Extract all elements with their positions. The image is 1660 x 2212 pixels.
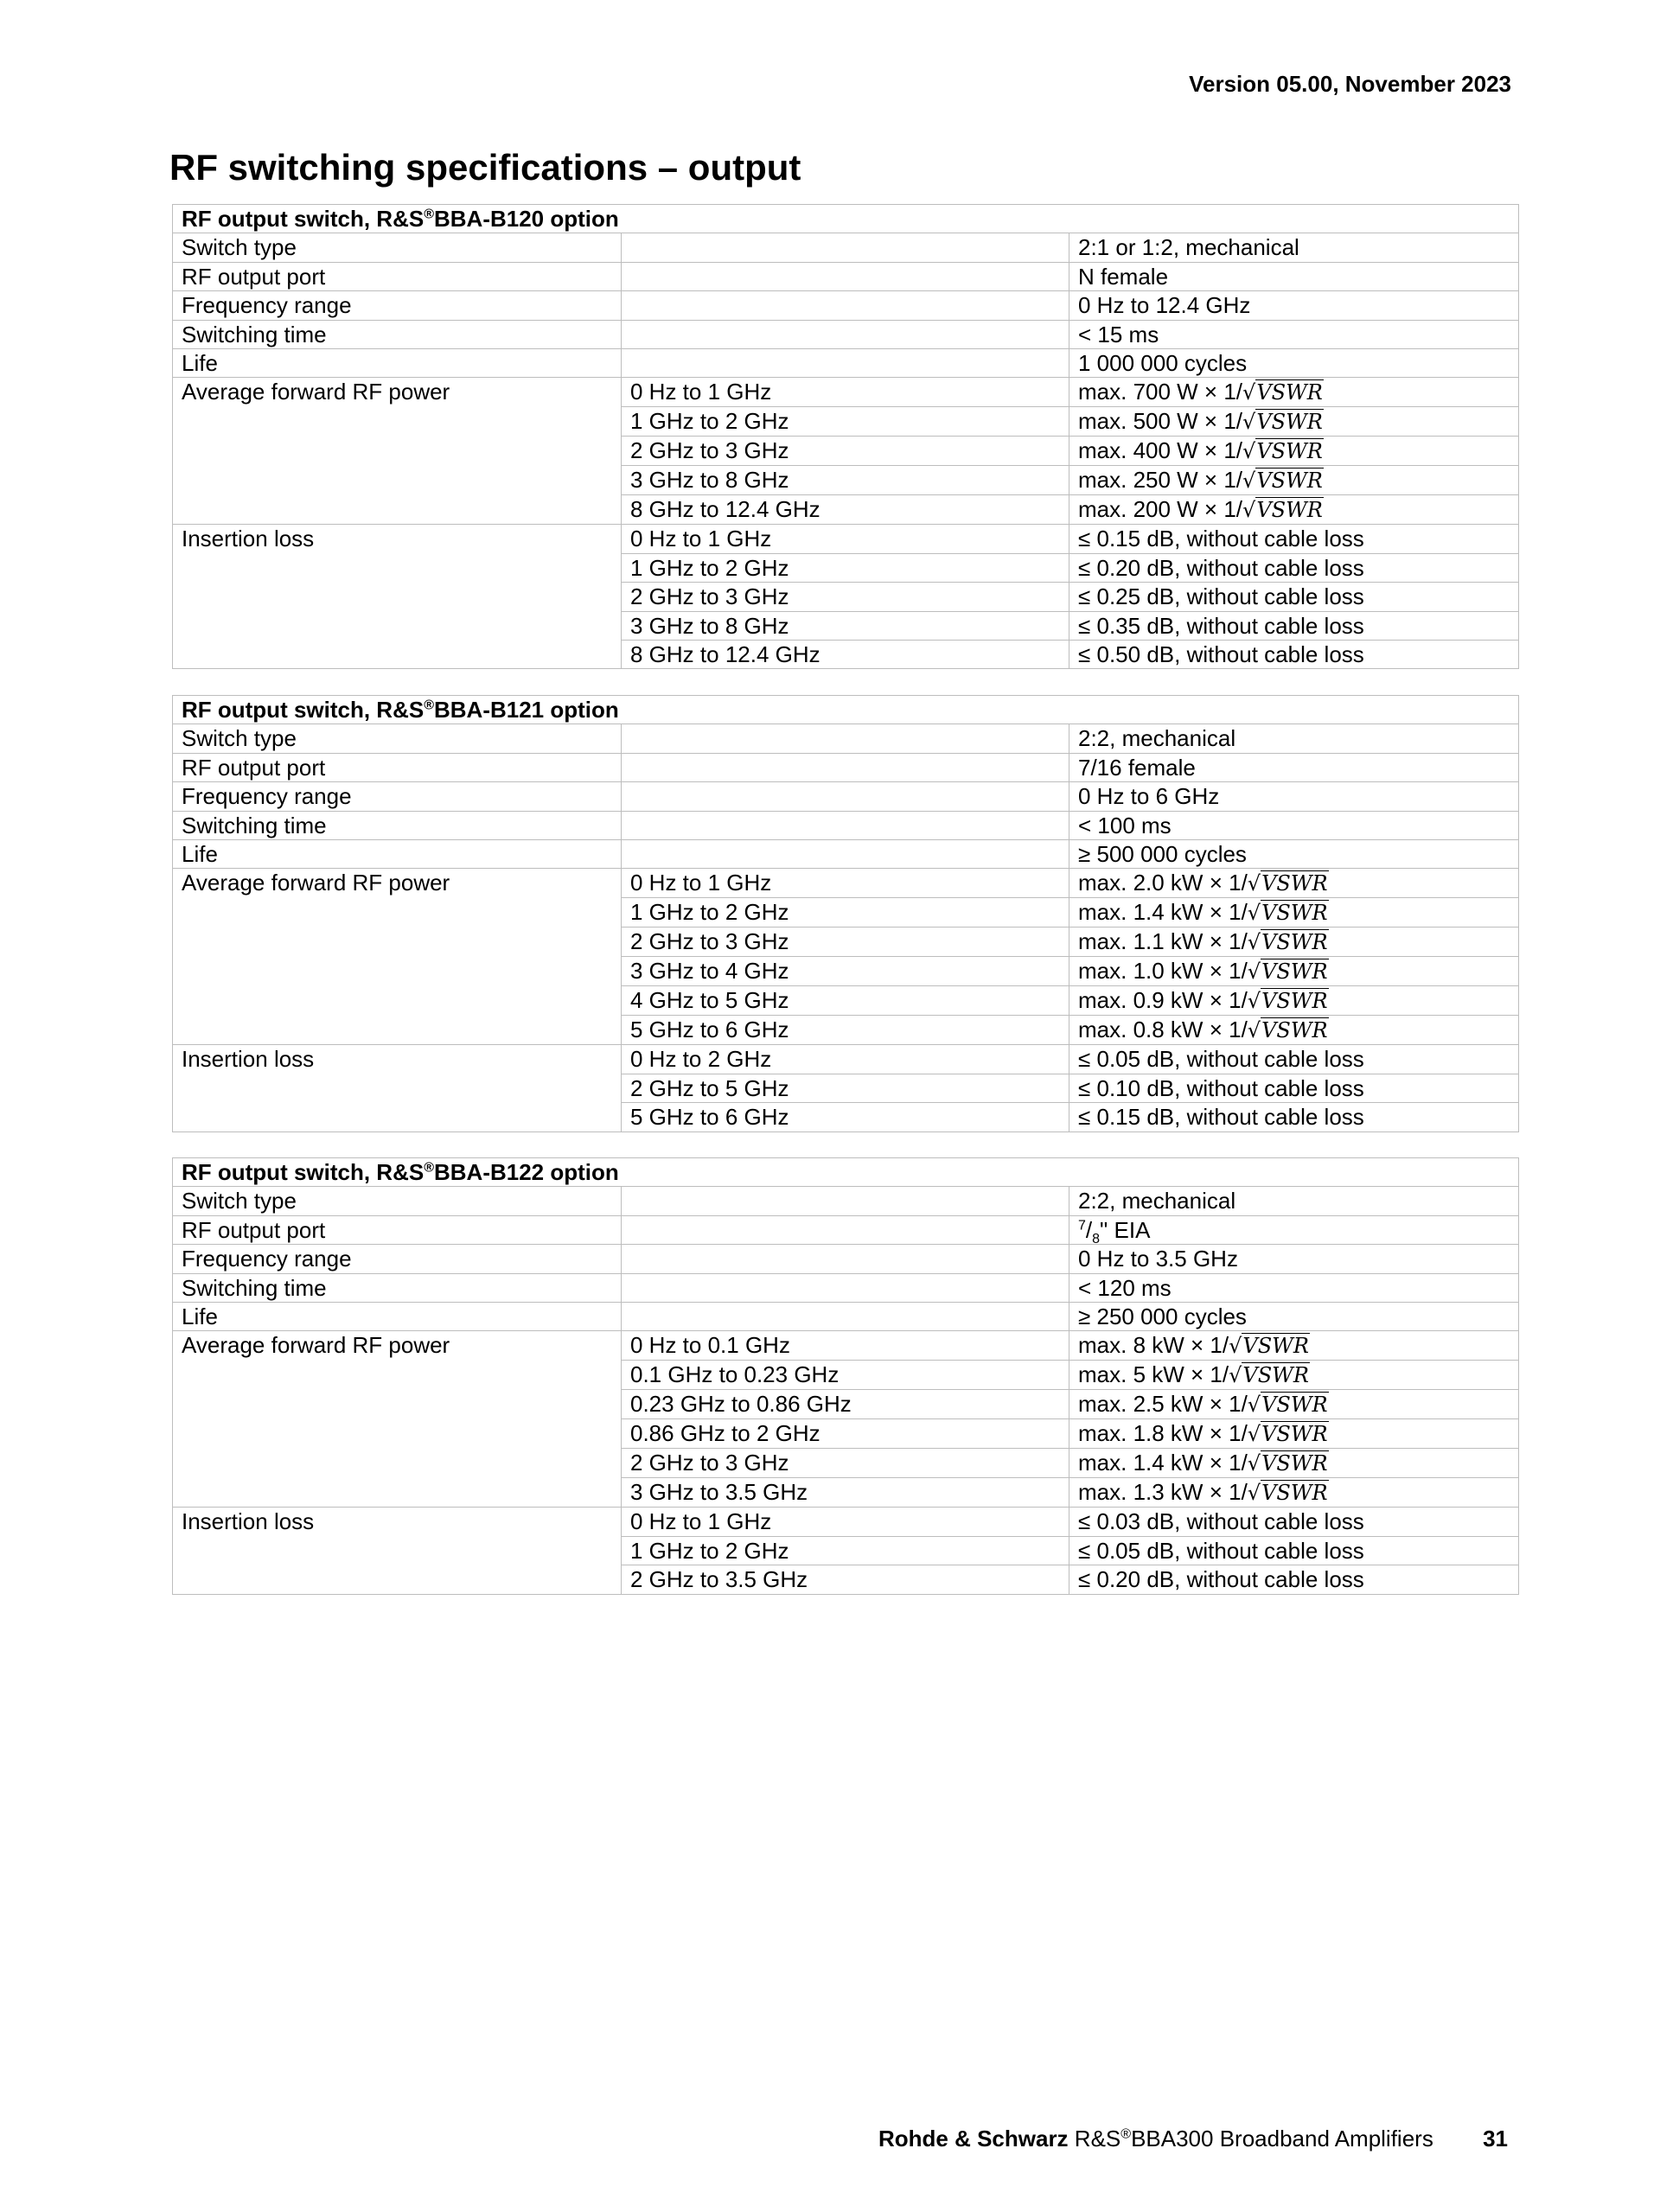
vswr-radicand: VSWR: [1261, 1393, 1328, 1418]
value-cell: [1069, 1390, 1519, 1419]
condition-cell: [622, 753, 1069, 781]
parameter-cell: Frequency range: [173, 782, 622, 811]
vswr-radicand: VSWR: [1256, 439, 1323, 464]
table-row: [173, 233, 1519, 262]
parameter-cell: RF output port: [173, 1215, 622, 1244]
condition-cell: 1 GHz to 2 GHz: [622, 553, 1069, 582]
condition-cell: 0.23 GHz to 0.86 GHz: [622, 1390, 1069, 1419]
value-cell: [1069, 437, 1519, 466]
power-value: max. 250 W × 1/: [1078, 467, 1243, 494]
table-row: [173, 724, 1519, 753]
vswr-radicand: VSWR: [1261, 930, 1328, 955]
condition-cell: 2 GHz to 3 GHz: [622, 583, 1069, 611]
power-value: max. 1.4 kW × 1/: [1078, 899, 1248, 926]
power-value: max. 8 kW × 1/: [1078, 1332, 1229, 1359]
value-text: " EIA: [1100, 1216, 1151, 1243]
value-cell: [1069, 898, 1519, 928]
vswr-radicand: VSWR: [1261, 901, 1328, 926]
vswr-radicand: VSWR: [1242, 1334, 1309, 1359]
vswr-formula: √VSWR: [1242, 439, 1323, 464]
condition-cell: 0 Hz to 0.1 GHz: [622, 1331, 1069, 1361]
table-row: [173, 291, 1519, 320]
table-title-option: BBA-B120 option: [434, 206, 619, 232]
condition-cell: 3 GHz to 3.5 GHz: [622, 1478, 1069, 1508]
value-cell: 2:2, mechanical: [1069, 724, 1519, 753]
vswr-formula: √VSWR: [1247, 1481, 1328, 1506]
registered-mark: ®: [424, 1160, 434, 1176]
condition-cell: 1 GHz to 2 GHz: [622, 898, 1069, 928]
vswr-radicand: VSWR: [1256, 380, 1323, 405]
value-cell: ≤ 0.50 dB, without cable loss: [1069, 640, 1519, 668]
table-title: [173, 205, 1519, 233]
table-row: [173, 839, 1519, 868]
parameter-cell: Frequency range: [173, 1245, 622, 1273]
vswr-radicand: VSWR: [1261, 1018, 1328, 1043]
document-version: Version 05.00, November 2023: [1189, 71, 1511, 97]
parameter-cell: RF output port: [173, 753, 622, 781]
value-cell: $^7/_8$" EIA: [1069, 1215, 1519, 1244]
value-cell: ≤ 0.10 dB, without cable loss: [1069, 1074, 1519, 1102]
table-row: [173, 1215, 1519, 1244]
parameter-cell: Insertion loss: [173, 525, 622, 669]
table-row: [173, 869, 1519, 898]
table-title-text: RF output switch, R&S: [182, 1159, 425, 1185]
table-title: [173, 1158, 1519, 1187]
condition-cell: [622, 262, 1069, 290]
table-title-option: BBA-B121 option: [434, 697, 619, 723]
vswr-formula: √VSWR: [1247, 1451, 1328, 1476]
value-cell: [1069, 1419, 1519, 1449]
power-value: max. 200 W × 1/: [1078, 496, 1243, 523]
value-cell: [1069, 1478, 1519, 1508]
power-value: max. 1.8 kW × 1/: [1078, 1420, 1248, 1447]
footer-brand: Rohde & Schwarz: [878, 2126, 1069, 2151]
vswr-radicand: VSWR: [1261, 959, 1328, 985]
value-cell: ≤ 0.20 dB, without cable loss: [1069, 553, 1519, 582]
parameter-cell: Life: [173, 839, 622, 868]
table-row: [173, 1245, 1519, 1273]
value-cell: ≥ 250 000 cycles: [1069, 1302, 1519, 1330]
condition-cell: [622, 348, 1069, 377]
value-cell: ≤ 0.05 dB, without cable loss: [1069, 1045, 1519, 1074]
value-cell: N female: [1069, 262, 1519, 290]
parameter-cell: Switching time: [173, 1273, 622, 1302]
value-cell: [1069, 986, 1519, 1016]
vswr-formula: √VSWR: [1247, 959, 1328, 985]
vswr-radicand: VSWR: [1261, 1422, 1328, 1447]
table-row: [173, 1508, 1519, 1536]
fraction-numerator: 7: [1078, 1218, 1086, 1233]
vswr-formula: √VSWR: [1229, 1334, 1309, 1359]
condition-cell: 0.86 GHz to 2 GHz: [622, 1419, 1069, 1449]
vswr-radicand: VSWR: [1261, 989, 1328, 1014]
value-cell: [1069, 1449, 1519, 1478]
parameter-cell: Average forward RF power: [173, 1331, 622, 1508]
condition-cell: 4 GHz to 5 GHz: [622, 986, 1069, 1016]
value-cell: < 15 ms: [1069, 320, 1519, 348]
parameter-cell: Frequency range: [173, 291, 622, 320]
parameter-cell: Switching time: [173, 811, 622, 839]
vswr-formula: √VSWR: [1242, 410, 1323, 435]
parameter-cell: Switching time: [173, 320, 622, 348]
vswr-formula: √VSWR: [1242, 469, 1323, 494]
condition-cell: [622, 724, 1069, 753]
parameter-cell: Switch type: [173, 724, 622, 753]
parameter-cell: Insertion loss: [173, 1508, 622, 1594]
parameter-cell: Switch type: [173, 233, 622, 262]
parameter-cell: Insertion loss: [173, 1045, 622, 1131]
condition-cell: 2 GHz to 3 GHz: [622, 1449, 1069, 1478]
vswr-radicand: VSWR: [1256, 410, 1323, 435]
value-cell: ≤ 0.05 dB, without cable loss: [1069, 1536, 1519, 1565]
condition-cell: 1 GHz to 2 GHz: [622, 1536, 1069, 1565]
value-cell: [1069, 928, 1519, 957]
vswr-formula: √VSWR: [1247, 1018, 1328, 1043]
parameter-cell: Life: [173, 348, 622, 377]
value-cell: [1069, 407, 1519, 437]
value-cell: [1069, 869, 1519, 898]
table-header-row: [173, 1158, 1519, 1187]
condition-cell: [622, 839, 1069, 868]
parameter-cell: Average forward RF power: [173, 378, 622, 525]
condition-cell: 0 Hz to 1 GHz: [622, 378, 1069, 407]
fraction-denominator: 8: [1092, 1231, 1101, 1245]
power-value: max. 2.0 kW × 1/: [1078, 870, 1248, 896]
value-cell: < 120 ms: [1069, 1273, 1519, 1302]
table-row: [173, 753, 1519, 781]
value-cell: [1069, 1016, 1519, 1045]
condition-cell: [622, 1215, 1069, 1244]
condition-cell: [622, 291, 1069, 320]
vswr-formula: √VSWR: [1247, 901, 1328, 926]
condition-cell: [622, 1245, 1069, 1273]
condition-cell: 5 GHz to 6 GHz: [622, 1016, 1069, 1045]
value-cell: [1069, 1331, 1519, 1361]
value-cell: [1069, 1361, 1519, 1390]
condition-cell: 2 GHz to 5 GHz: [622, 1074, 1069, 1102]
value-cell: 0 Hz to 6 GHz: [1069, 782, 1519, 811]
condition-cell: [622, 1273, 1069, 1302]
condition-cell: 2 GHz to 3 GHz: [622, 437, 1069, 466]
value-cell: 0 Hz to 12.4 GHz: [1069, 291, 1519, 320]
vswr-formula: √VSWR: [1247, 989, 1328, 1014]
condition-cell: 3 GHz to 8 GHz: [622, 466, 1069, 495]
table-row: [173, 1045, 1519, 1074]
value-cell: [1069, 957, 1519, 986]
table-row: [173, 1187, 1519, 1215]
vswr-formula: √VSWR: [1247, 1422, 1328, 1447]
power-value: max. 5 kW × 1/: [1078, 1361, 1229, 1388]
value-cell: 7/16 female: [1069, 753, 1519, 781]
condition-cell: 3 GHz to 8 GHz: [622, 611, 1069, 640]
power-value: max. 500 W × 1/: [1078, 408, 1243, 435]
spec-table-b120: [172, 204, 1519, 669]
vswr-formula: √VSWR: [1247, 871, 1328, 896]
vswr-radicand: VSWR: [1242, 1363, 1309, 1388]
power-value: max. 1.3 kW × 1/: [1078, 1479, 1248, 1506]
condition-cell: 2 GHz to 3 GHz: [622, 928, 1069, 957]
table-row: [173, 782, 1519, 811]
table-title-option: BBA-B122 option: [434, 1159, 619, 1185]
value-cell: 2:2, mechanical: [1069, 1187, 1519, 1215]
vswr-radicand: VSWR: [1261, 1451, 1328, 1476]
table-row: [173, 525, 1519, 553]
vswr-formula: √VSWR: [1247, 930, 1328, 955]
registered-mark: ®: [424, 698, 434, 713]
value-cell: ≤ 0.20 dB, without cable loss: [1069, 1565, 1519, 1594]
vswr-formula: √VSWR: [1242, 380, 1323, 405]
power-value: max. 0.9 kW × 1/: [1078, 987, 1248, 1014]
registered-mark: ®: [424, 207, 434, 222]
table-row: [173, 378, 1519, 407]
condition-cell: 0 Hz to 2 GHz: [622, 1045, 1069, 1074]
vswr-formula: √VSWR: [1242, 498, 1323, 523]
condition-cell: [622, 320, 1069, 348]
table-title-text: RF output switch, R&S: [182, 206, 425, 232]
power-value: max. 1.1 kW × 1/: [1078, 928, 1248, 955]
value-cell: ≤ 0.15 dB, without cable loss: [1069, 525, 1519, 553]
spec-table-b122: [172, 1157, 1519, 1595]
value-cell: ≥ 500 000 cycles: [1069, 839, 1519, 868]
table-row: [173, 320, 1519, 348]
table-row: [173, 811, 1519, 839]
condition-cell: 8 GHz to 12.4 GHz: [622, 495, 1069, 525]
value-cell: 1 000 000 cycles: [1069, 348, 1519, 377]
condition-cell: 2 GHz to 3.5 GHz: [622, 1565, 1069, 1594]
value-cell: [1069, 495, 1519, 525]
power-value: max. 0.8 kW × 1/: [1078, 1017, 1248, 1043]
table-row: [173, 1331, 1519, 1361]
spec-table-b121: [172, 695, 1519, 1132]
condition-cell: [622, 811, 1069, 839]
power-value: max. 1.4 kW × 1/: [1078, 1450, 1248, 1476]
condition-cell: 0 Hz to 1 GHz: [622, 525, 1069, 553]
vswr-formula: √VSWR: [1247, 1393, 1328, 1418]
page-footer: [878, 2126, 1508, 2152]
value-cell: < 100 ms: [1069, 811, 1519, 839]
vswr-radicand: VSWR: [1261, 1481, 1328, 1506]
vswr-radicand: VSWR: [1261, 871, 1328, 896]
condition-cell: 8 GHz to 12.4 GHz: [622, 640, 1069, 668]
condition-cell: 0.1 GHz to 0.23 GHz: [622, 1361, 1069, 1390]
table-row: [173, 262, 1519, 290]
page-title: RF switching specifications – output: [169, 147, 801, 188]
parameter-cell: Average forward RF power: [173, 869, 622, 1045]
table-row: [173, 1273, 1519, 1302]
power-value: max. 1.0 kW × 1/: [1078, 958, 1248, 985]
parameter-cell: Switch type: [173, 1187, 622, 1215]
condition-cell: 5 GHz to 6 GHz: [622, 1103, 1069, 1131]
table-title-text: RF output switch, R&S: [182, 697, 425, 723]
value-cell: ≤ 0.35 dB, without cable loss: [1069, 611, 1519, 640]
table-header-row: [173, 205, 1519, 233]
vswr-formula: √VSWR: [1229, 1363, 1309, 1388]
table-row: [173, 1302, 1519, 1330]
condition-cell: 1 GHz to 2 GHz: [622, 407, 1069, 437]
parameter-cell: Life: [173, 1302, 622, 1330]
page-number: 31: [1483, 2126, 1508, 2151]
power-value: max. 2.5 kW × 1/: [1078, 1391, 1248, 1418]
value-cell: [1069, 466, 1519, 495]
vswr-radicand: VSWR: [1256, 469, 1323, 494]
condition-cell: [622, 782, 1069, 811]
condition-cell: [622, 233, 1069, 262]
vswr-radicand: VSWR: [1256, 498, 1323, 523]
condition-cell: 0 Hz to 1 GHz: [622, 1508, 1069, 1536]
condition-cell: 3 GHz to 4 GHz: [622, 957, 1069, 986]
power-value: max. 700 W × 1/: [1078, 379, 1243, 405]
table-row: [173, 348, 1519, 377]
value-cell: ≤ 0.25 dB, without cable loss: [1069, 583, 1519, 611]
footer-product: R&S®BBA300 Broadband Amplifiers: [1074, 2126, 1433, 2151]
value-cell: 2:1 or 1:2, mechanical: [1069, 233, 1519, 262]
value-cell: 0 Hz to 3.5 GHz: [1069, 1245, 1519, 1273]
condition-cell: [622, 1187, 1069, 1215]
value-cell: ≤ 0.15 dB, without cable loss: [1069, 1103, 1519, 1131]
value-cell: [1069, 378, 1519, 407]
table-title: [173, 696, 1519, 724]
parameter-cell: RF output port: [173, 262, 622, 290]
value-cell: ≤ 0.03 dB, without cable loss: [1069, 1508, 1519, 1536]
condition-cell: 0 Hz to 1 GHz: [622, 869, 1069, 898]
power-value: max. 400 W × 1/: [1078, 437, 1243, 464]
condition-cell: [622, 1302, 1069, 1330]
table-header-row: [173, 696, 1519, 724]
